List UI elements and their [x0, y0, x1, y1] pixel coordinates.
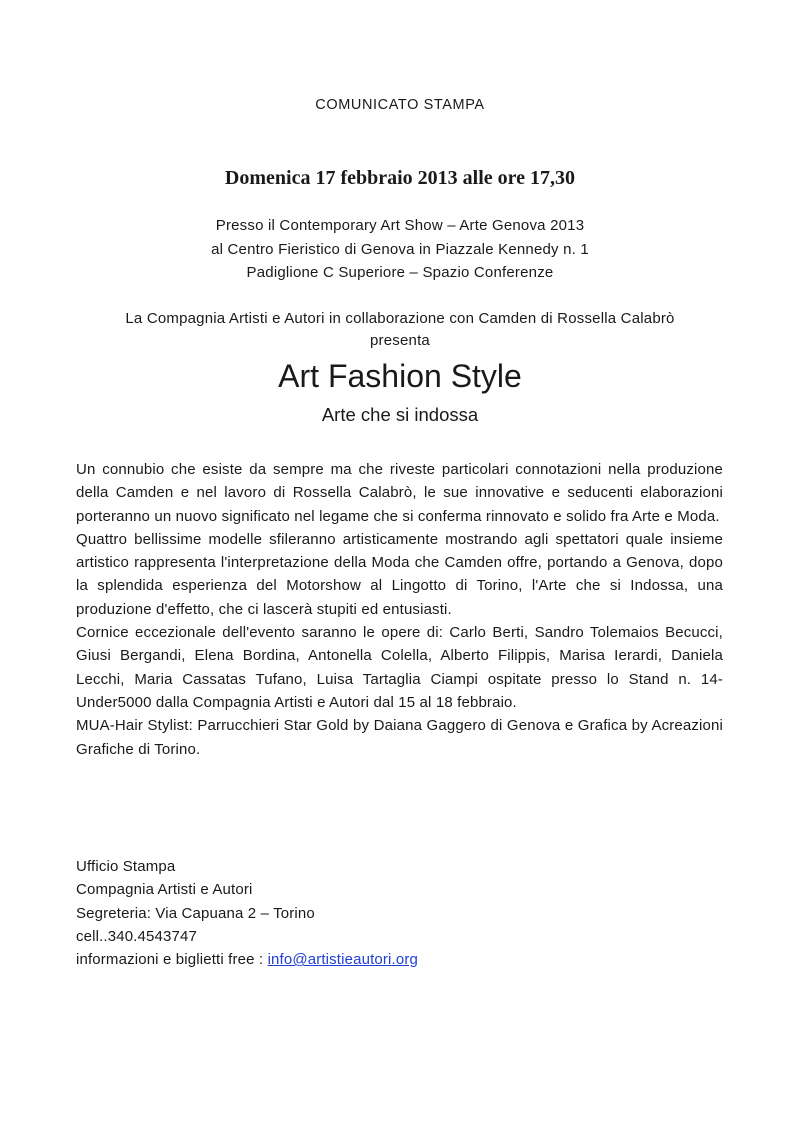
body-text: [76, 458, 723, 761]
email-link[interactable]: info@artistieautori.org: [267, 951, 418, 969]
organization-name: Compagnia Artisti e Autori: [76, 881, 253, 899]
event-date: Domenica 17 febbraio 2013 alle ore 17,30: [224, 167, 576, 189]
body-paragraph: Un connubio che esiste da sempre ma che riveste particolari connotazioni nella produzione della Camden e nel lavoro di Rossella Calabrò, le sue innovative e seducenti elaborazioni porteranno un nuovo significato nel legame che si conferma rinnovato e solido fra Arte e Moda.: [76, 461, 723, 525]
venue-line: Presso il Contemporary Art Show – Arte Genova 2013: [215, 217, 585, 234]
event-title: Art Fashion Style: [278, 358, 522, 394]
event-subtitle: Arte che si indossa: [321, 404, 479, 425]
intro-line: La Compagnia Artisti e Autori in collaborazione con Camden di Rossella Calabrò: [125, 310, 675, 327]
document-kicker: COMUNICATO STAMPA: [315, 97, 485, 113]
body-paragraph: Cornice eccezionale dell'evento saranno le opere di: Carlo Berti, Sandro Tolemaios Becucci, Giusi Bergandi, Elena Bordina, Antonella Colella, Alberto Filippis, Marisa Ierardi, Daniela Lecchi, Maria Cassatas Tufano, Luisa Tartaglia Ciampi ospitate presso lo Stand n. 14-Under5000 dalla Compagnia Artisti e Autori dal 15 al 18 febbraio.: [76, 624, 723, 711]
body-paragraph: MUA-Hair Stylist: Parrucchieri Star Gold by Daiana Gaggero di Genova e Grafica by Acreazioni Grafiche di Torino.: [76, 717, 723, 758]
intro-presenta: presenta: [370, 332, 430, 349]
info-line: [76, 948, 418, 971]
venue-line: al Centro Fieristico di Genova in Piazzale Kennedy n. 1: [211, 240, 589, 258]
body-paragraph: Quattro bellissime modelle sfileranno artisticamente mostrando agli spettatori quale insieme artistico rappresenta l'interpretazione della Moda che Camden offre, portando a Genova, dopo la splendida esperienza del Motorshow al Lingotto di Torino, l'Arte che si Indossa, una produzione d'effetto, che ci lascerà stupiti ed entusiasti.: [76, 530, 723, 618]
venue-line: Padiglione C Superiore – Spazio Conferenze: [246, 264, 554, 281]
intro-block: [0, 308, 800, 352]
press-office-label: Ufficio Stampa: [76, 858, 176, 875]
contacts-block: [76, 855, 418, 971]
venue-block: [0, 214, 800, 285]
phone-number: cell..340.4543747: [76, 927, 197, 945]
info-label: informazioni e biglietti free :: [76, 951, 268, 969]
secretariat-address: Segreteria: Via Capuana 2 – Torino: [76, 904, 315, 922]
